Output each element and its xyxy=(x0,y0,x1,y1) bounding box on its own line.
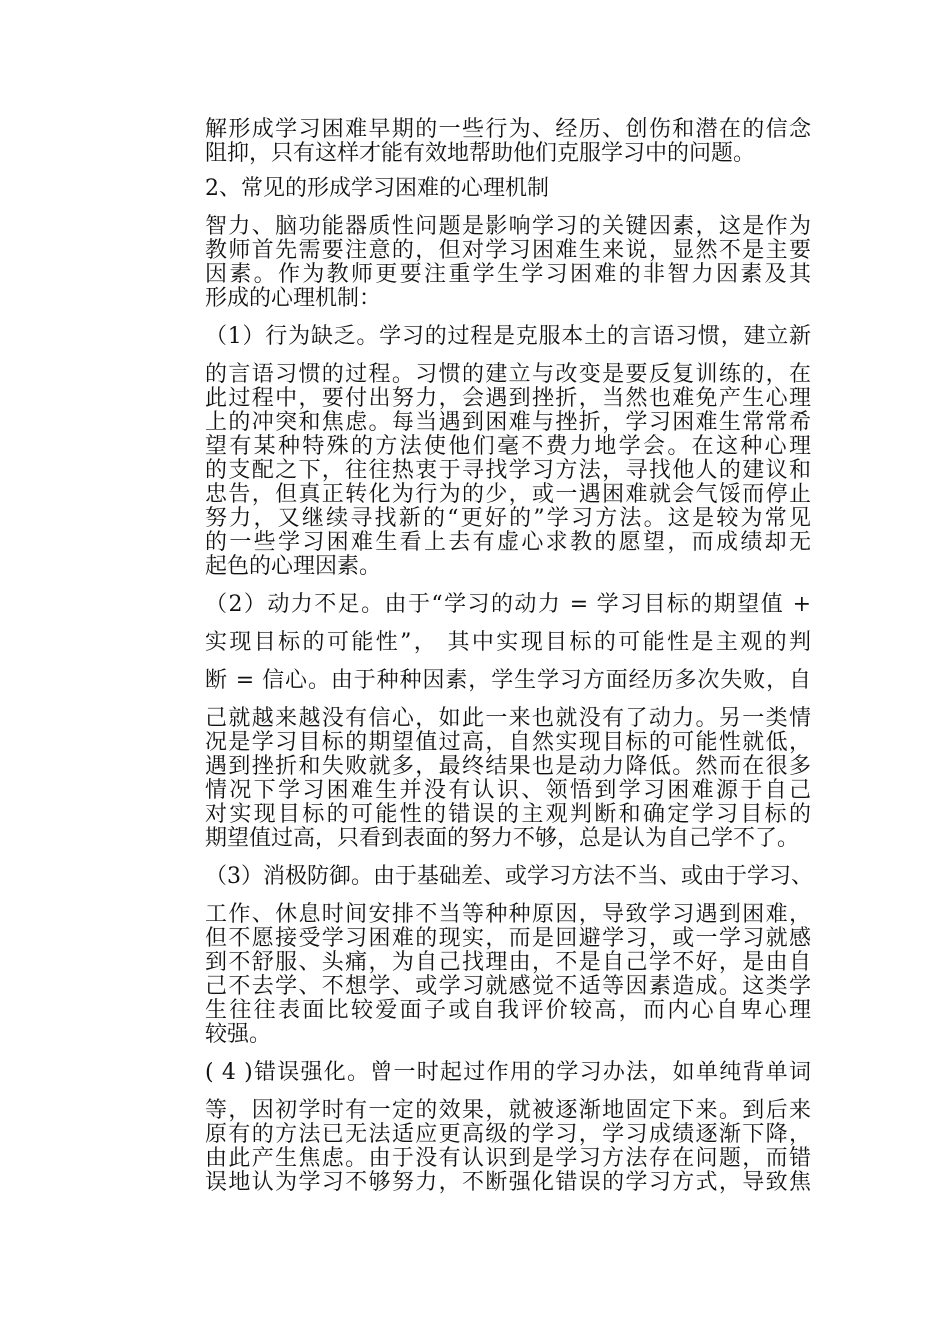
paragraph-item-2-body xyxy=(205,707,811,851)
text-line: 对实现目标的可能性的错误的主观判断和确定学习目标的 xyxy=(205,802,811,827)
text-line: ( 4 )错误强化。曾一时起过作用的学习办法，如单纯背单词 xyxy=(205,1060,811,1085)
paragraph-item-4-body xyxy=(205,1099,811,1195)
paragraph-item-3-body xyxy=(205,903,811,1047)
paragraph-item-2-lead xyxy=(205,593,811,617)
text-line: 己就越来越没有信心，如此一来也就没有了动力。另一类情 xyxy=(205,706,811,731)
text-line: （1）行为缺乏。学习的过程是克服本土的言语习惯，建立新 xyxy=(205,324,811,349)
text-line: 望有某种特殊的方法使他们毫不费力地学会。在这种心理 xyxy=(205,434,811,459)
text-line: 因素。作为教师更要注重学生学习困难的非智力因素及其 xyxy=(205,262,811,287)
text-line: 此过程中，要付出努力，会遇到挫折，当然也难免产生心理 xyxy=(205,386,811,411)
text-line: 的言语习惯的过程。习惯的建立与改变是要反复训练的，在 xyxy=(205,362,811,387)
text-line: 实现目标的可能性”， 其中实现目标的可能性是主观的判 xyxy=(205,630,811,655)
heading-text: 2、常见的形成学习困难的心理机制 xyxy=(205,176,549,201)
text-line: 解形成学习困难早期的一些行为、经历、创伤和潜在的信念 xyxy=(205,117,811,142)
text-line: 形成的心理机制： xyxy=(205,286,382,311)
text-line: 上的冲突和焦虑。每当遇到困难与挫折，学习困难生常常希 xyxy=(205,410,811,435)
text-line: 生往往表面比较爱面子或自我评价较高，而内心自卑心理 xyxy=(205,998,811,1023)
text-line: 到不舒服、头痛，为自己找理由，不是自己学不好，是由自 xyxy=(205,950,811,975)
paragraph-item-3-lead xyxy=(205,865,811,889)
document-body xyxy=(205,118,811,1195)
text-line: 情况下学习困难生并没有认识、领悟到学习困难源于自己 xyxy=(205,778,811,803)
text-line: 的一些学习困难生看上去有虚心求教的愿望，而成绩却无 xyxy=(205,530,811,555)
text-line: 但不愿接受学习困难的现实，而是回避学习，或一学习就感 xyxy=(205,926,811,951)
text-line: 误地认为学习不够努力，不断强化错误的学习方式，导致焦 xyxy=(205,1170,811,1195)
text-line: 原有的方法已无法适应更高级的学习，学习成绩逐渐下降， xyxy=(205,1122,811,1147)
text-line: 起色的心理因素。 xyxy=(205,554,382,579)
text-line: 的支配之下，往往热衷于寻找学习方法，寻找他人的建议和 xyxy=(205,458,811,483)
text-line: 期望值过高，只看到表面的努力不够，总是认为自己学不了。 xyxy=(205,826,800,851)
text-line: 努力，又继续寻找新的“更好的”学习方法。这是较为常见 xyxy=(205,506,811,531)
paragraph-intro-continuation xyxy=(205,118,811,166)
text-line: 况是学习目标的期望值过高，自然实现目标的可能性就低， xyxy=(205,730,811,755)
text-line: 忠告，但真正转化为行为的少，或一遇困难就会气馁而停止 xyxy=(205,482,811,507)
paragraph-item-1-lead xyxy=(205,325,811,349)
paragraph-overview xyxy=(205,215,811,311)
paragraph-item-2-cont-1 xyxy=(205,631,811,655)
text-line: 教师首先需要注意的，但对学习困难生来说，显然不是主要 xyxy=(205,238,811,263)
text-line: 工作、休息时间安排不当等种种原因，导致学习遇到困难， xyxy=(205,902,811,927)
text-line: 阻抑，只有这样才能有效地帮助他们克服学习中的问题。 xyxy=(205,141,756,166)
text-line: （2）动力不足。由于“学习的动力 = 学习目标的期望值 + xyxy=(205,592,811,617)
text-line: 己不去学、不想学、或学习就感觉不适等因素造成。这类学 xyxy=(205,974,811,999)
text-line: 较强。 xyxy=(205,1022,272,1047)
paragraph-item-2-cont-2 xyxy=(205,669,811,693)
text-line: 智力、脑功能器质性问题是影响学习的关键因素，这是作为 xyxy=(205,214,811,239)
text-line: 等，因初学时有一定的效果，就被逐渐地固定下来。到后来 xyxy=(205,1098,811,1123)
paragraph-item-4-lead xyxy=(205,1061,811,1085)
text-line: 由此产生焦虑。由于没有认识到是学习方法存在问题，而错 xyxy=(205,1146,811,1171)
section-heading xyxy=(205,177,811,201)
paragraph-item-1-body xyxy=(205,363,811,579)
text-line: （3）消极防御。由于基础差、或学习方法不当、或由于学习、 xyxy=(205,864,813,889)
text-line: 遇到挫折和失败就多，最终结果也是动力降低。然而在很多 xyxy=(205,754,811,779)
text-line: 断 = 信心。由于种种因素，学生学习方面经历多次失败，自 xyxy=(205,668,811,693)
